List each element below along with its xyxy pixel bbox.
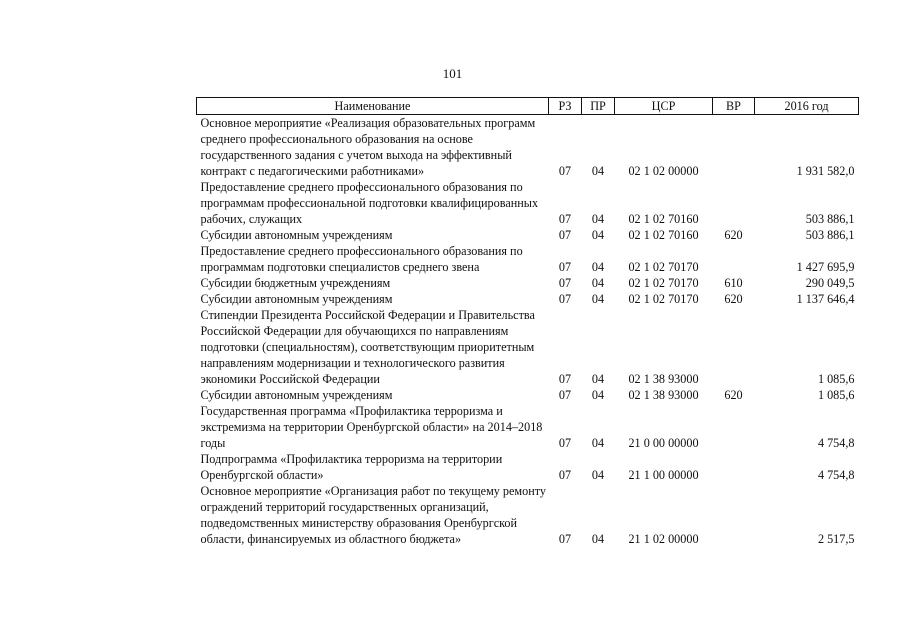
- table-row: [197, 451, 859, 483]
- row-rz: 07: [558, 388, 572, 402]
- row-vr: 620: [724, 388, 743, 402]
- row-pr: 04: [591, 212, 605, 226]
- row-csr: 02 1 02 70170: [628, 292, 699, 306]
- row-name: Государственная программа «Профилактика терроризма и экстремизма на территории Оренбургской области» на 2014–2018 годы: [200, 404, 543, 450]
- row-rz: 07: [558, 372, 572, 386]
- row-pr: 04: [591, 260, 605, 274]
- row-csr: 02 1 02 70170: [628, 276, 699, 290]
- row-name: Подпрограмма «Профилактика терроризма на территории Оренбургской области»: [200, 452, 503, 482]
- budget-table: [196, 97, 859, 547]
- row-pr: 04: [591, 468, 605, 482]
- row-sum: 503 886,1: [805, 228, 855, 242]
- row-sum: 1 085,6: [817, 388, 855, 402]
- row-name: Субсидии автономным учреждениям: [200, 388, 393, 402]
- row-csr: 02 1 02 00000: [628, 164, 699, 178]
- table-header-row: [197, 98, 859, 115]
- table-row: [197, 179, 859, 227]
- row-name: Предоставление среднего профессионального образования по программам подготовки специалистов среднего звена: [200, 244, 523, 274]
- table-row: [197, 403, 859, 451]
- row-vr: [713, 483, 755, 547]
- row-sum: 4 754,8: [817, 468, 855, 482]
- row-vr: [713, 179, 755, 227]
- row-csr: 21 0 00 00000: [628, 436, 699, 450]
- row-pr: 04: [591, 276, 605, 290]
- row-vr: [713, 243, 755, 275]
- row-pr: 04: [591, 228, 605, 242]
- row-vr: [713, 451, 755, 483]
- header-rz: РЗ: [549, 98, 582, 115]
- row-rz: 07: [558, 436, 572, 450]
- table-row: [197, 387, 859, 403]
- header-csr: ЦСР: [615, 98, 713, 115]
- table-row: [197, 483, 859, 547]
- row-sum: 1 931 582,0: [796, 164, 855, 178]
- row-sum: 503 886,1: [805, 212, 855, 226]
- row-vr: [713, 115, 755, 180]
- row-sum: 290 049,5: [805, 276, 855, 290]
- row-vr: 610: [724, 276, 743, 290]
- table-row: [197, 227, 859, 243]
- page-number: 101: [442, 66, 463, 81]
- row-vr: 620: [724, 292, 743, 306]
- row-pr: 04: [591, 372, 605, 386]
- row-name: Основное мероприятие «Организация работ по текущему ремонту ограждений территорий государственных организаций, подведомственных министерству образования Оренбургской области, финансируемых из областного бюджета»: [200, 484, 547, 546]
- row-pr: 04: [591, 292, 605, 306]
- row-sum: 2 517,5: [817, 532, 855, 546]
- header-vr: ВР: [713, 98, 755, 115]
- row-csr: 02 1 38 93000: [628, 388, 699, 402]
- row-csr: 02 1 02 70160: [628, 228, 699, 242]
- table-row: [197, 243, 859, 275]
- header-name: Наименование: [197, 98, 549, 115]
- row-name: Стипендии Президента Российской Федерации и Правительства Российской Федерации для обучающихся по направлениям подготовки (специальностям), соответствующим приоритетным направлениям модернизации и технологического развития экономики Российской Федерации: [200, 308, 535, 386]
- row-csr: 02 1 02 70170: [628, 260, 699, 274]
- row-sum: 1 137 646,4: [796, 292, 855, 306]
- row-rz: 07: [558, 212, 572, 226]
- row-name: Предоставление среднего профессионального образования по программам профессиональной подготовки квалифицированных рабочих, служащих: [200, 180, 539, 226]
- row-pr: 04: [591, 532, 605, 546]
- row-rz: 07: [558, 164, 572, 178]
- row-pr: 04: [591, 436, 605, 450]
- row-rz: 07: [558, 468, 572, 482]
- row-pr: 04: [591, 388, 605, 402]
- row-csr: 02 1 38 93000: [628, 372, 699, 386]
- row-csr: 21 1 00 00000: [628, 468, 699, 482]
- row-rz: 07: [558, 532, 572, 546]
- row-pr: 04: [591, 164, 605, 178]
- row-sum: 4 754,8: [817, 436, 855, 450]
- table-row: [197, 307, 859, 387]
- row-rz: 07: [558, 276, 572, 290]
- row-name: Основное мероприятие «Реализация образовательных программ среднего профессионального образования на основе государственного задания с учетом выхода на эффективный контракт с педагогическими работниками»: [200, 116, 536, 178]
- row-vr: 620: [724, 228, 743, 242]
- row-sum: 1 427 695,9: [796, 260, 855, 274]
- row-name: Субсидии автономным учреждениям: [200, 292, 393, 306]
- header-pr: ПР: [582, 98, 615, 115]
- row-name: Субсидии бюджетным учреждениям: [200, 276, 391, 290]
- row-rz: 07: [558, 292, 572, 306]
- table-row: [197, 291, 859, 307]
- row-rz: 07: [558, 260, 572, 274]
- row-sum: 1 085,6: [817, 372, 855, 386]
- row-name: Субсидии автономным учреждениям: [200, 228, 393, 242]
- row-vr: [713, 403, 755, 451]
- row-csr: 21 1 02 00000: [628, 532, 699, 546]
- table-row: [197, 275, 859, 291]
- row-rz: 07: [558, 228, 572, 242]
- table-row: [197, 115, 859, 180]
- header-year: 2016 год: [755, 98, 859, 115]
- row-vr: [713, 307, 755, 387]
- row-csr: 02 1 02 70160: [628, 212, 699, 226]
